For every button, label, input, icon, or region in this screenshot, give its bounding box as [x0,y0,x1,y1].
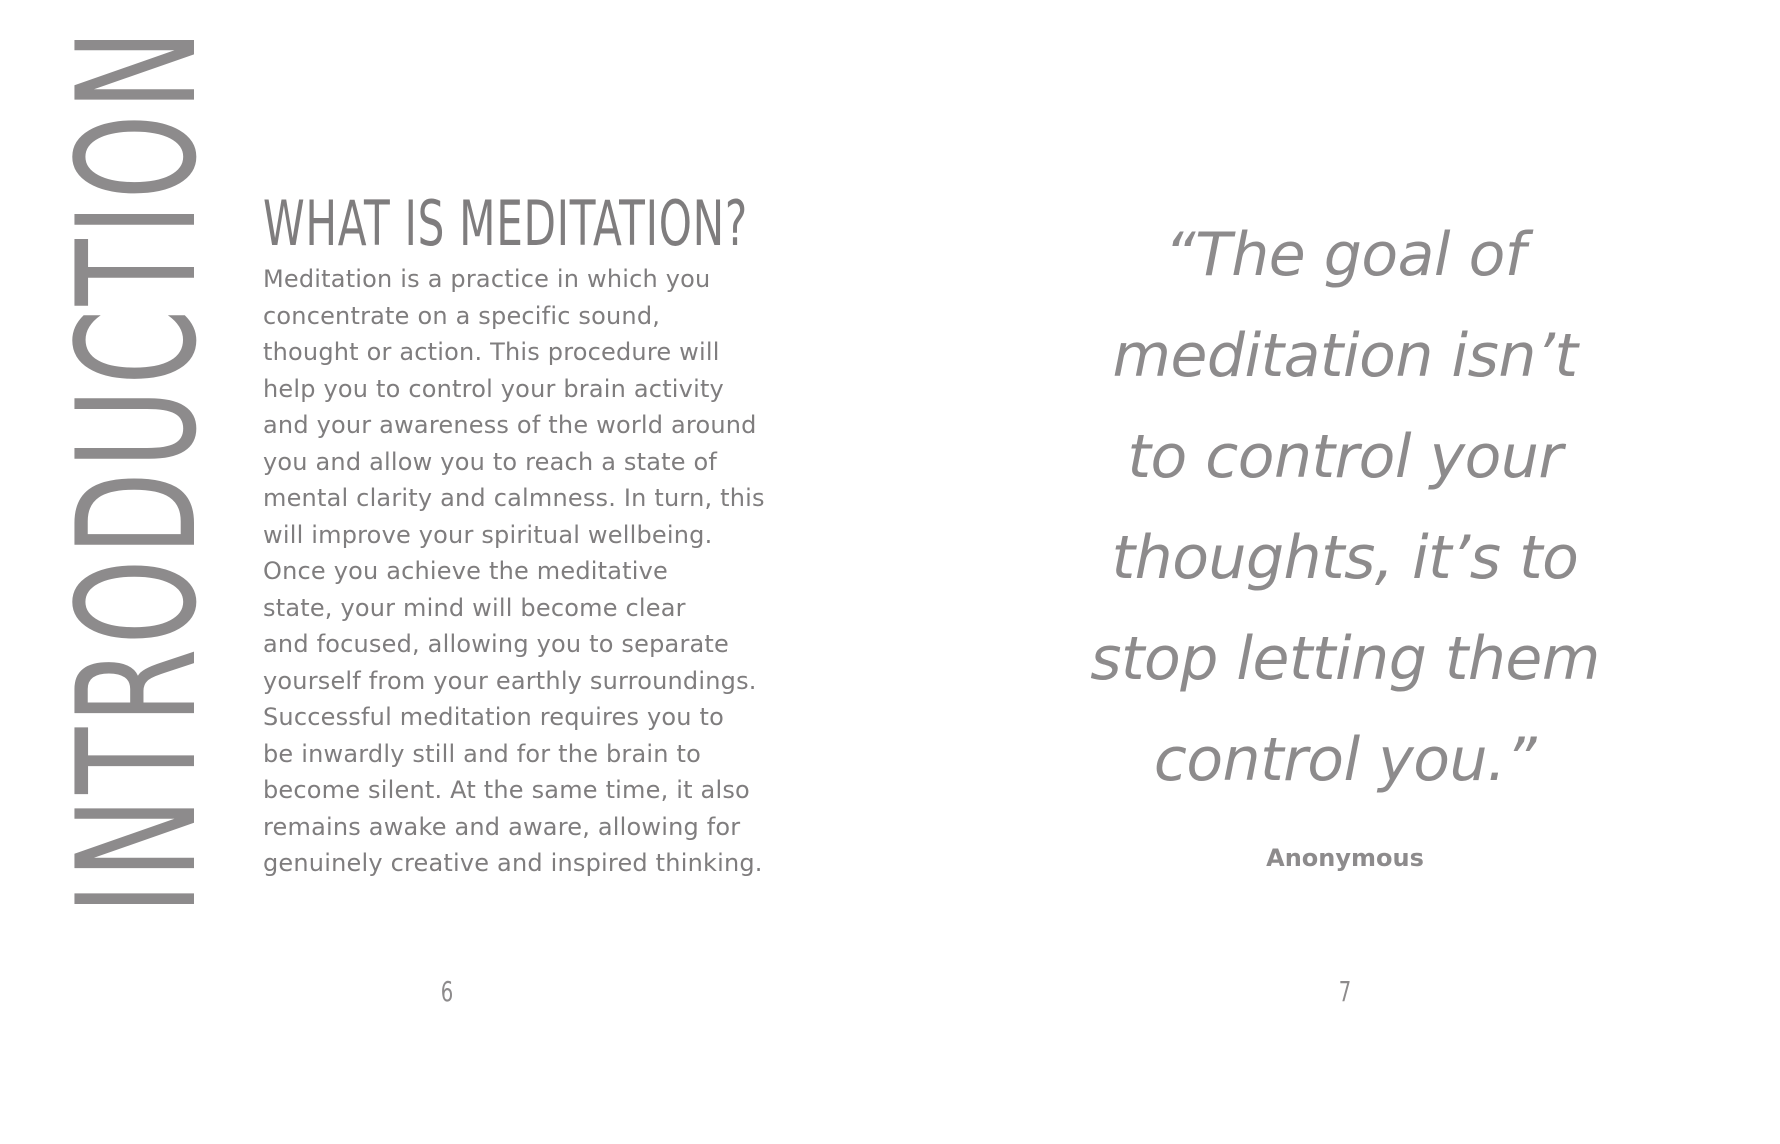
body-line: mental clarity and calmness. In turn, this [263,484,765,512]
body-line: Meditation is a practice in which you [263,265,711,293]
quote-line: stop letting them [1090,624,1600,694]
body-line: you and allow you to reach a state of [263,447,718,476]
body-line: concentrate on a specific sound, [263,301,661,330]
side-heading-text: INTRODUCTION [42,25,233,915]
body-line: and focused, allowing you to separate [263,630,729,658]
body-line: genuinely creative and inspired thinking. [263,849,763,877]
quote-line: thoughts, it’s to [1111,523,1579,593]
quote-line: meditation isn’t [1112,321,1578,391]
side-heading [42,0,233,1144]
quote-attribution: Anonymous [1266,844,1424,872]
body-line: help you to control your brain activity [263,374,724,403]
body-paragraph [263,261,763,882]
body-line: yourself from your earthly surroundings. [263,666,757,695]
body-line: Successful meditation requires you to [263,703,725,731]
body-line: be inwardly still and for the brain to [263,739,702,768]
quote-line: to control your [1127,422,1563,492]
page-number-right: 7 [1338,975,1352,1008]
quote-line: “The goal of [1164,220,1526,290]
body-line: Once you achieve the meditative [263,557,668,585]
body-line: remains awake and aware, allowing for [263,812,741,841]
body-line: state, your mind will become clear [263,593,686,622]
body-line: become silent. At the same time, it also [263,776,750,804]
section-title: WHAT IS MEDITATION? [263,187,748,260]
page-number-left: 6 [440,975,454,1008]
body-line: thought or action. This procedure will [263,338,720,366]
pull-quote [1060,205,1630,811]
body-line: and your awareness of the world around [263,411,757,439]
quote-line: control you.” [1153,725,1537,795]
body-line: will improve your spiritual wellbeing. [263,520,713,549]
